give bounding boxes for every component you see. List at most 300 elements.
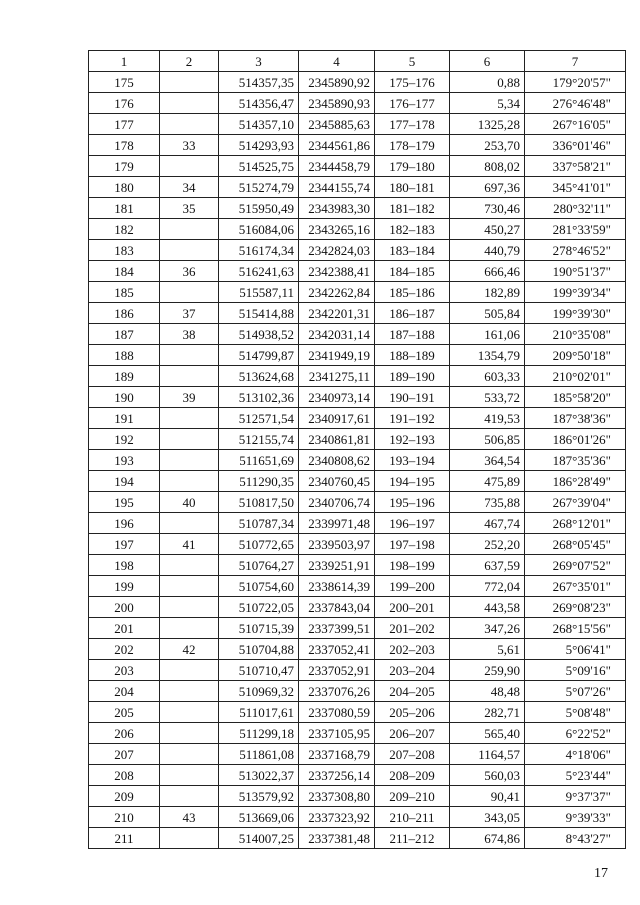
table-cell: 2337399,51 (299, 618, 375, 639)
table-cell: 2337105,95 (299, 723, 375, 744)
table-cell: 37 (160, 303, 219, 324)
table-cell: 188–189 (375, 345, 450, 366)
table-cell: 514356,47 (219, 93, 299, 114)
table-cell: 196–197 (375, 513, 450, 534)
table-cell: 513022,37 (219, 765, 299, 786)
table-cell: 2345890,92 (299, 72, 375, 93)
table-row (89, 597, 626, 618)
table-cell: 2337076,26 (299, 681, 375, 702)
column-header: 4 (299, 51, 375, 72)
table-cell: 511017,61 (219, 702, 299, 723)
table-cell: 510772,65 (219, 534, 299, 555)
table-cell: 209 (89, 786, 160, 807)
table-cell: 419,53 (450, 408, 525, 429)
table-cell: 183 (89, 240, 160, 261)
table-cell (160, 366, 219, 387)
table-cell: 198–199 (375, 555, 450, 576)
table-row (89, 828, 626, 849)
table-cell: 203 (89, 660, 160, 681)
table-cell: 2339503,97 (299, 534, 375, 555)
table-cell (160, 219, 219, 240)
coordinates-table (88, 50, 626, 849)
table-cell: 190 (89, 387, 160, 408)
table-cell: 560,03 (450, 765, 525, 786)
table-cell: 343,05 (450, 807, 525, 828)
table-cell: 5°08'48" (525, 702, 626, 723)
table-cell: 179 (89, 156, 160, 177)
table-cell: 199°39'30" (525, 303, 626, 324)
table-row (89, 513, 626, 534)
table-cell: 185–186 (375, 282, 450, 303)
table-cell (160, 702, 219, 723)
table-row (89, 219, 626, 240)
table-cell: 2340861,81 (299, 429, 375, 450)
table-cell (160, 555, 219, 576)
table-row (89, 177, 626, 198)
table-cell: 2340917,61 (299, 408, 375, 429)
table-cell: 207–208 (375, 744, 450, 765)
table-cell (160, 408, 219, 429)
table-cell: 2342031,14 (299, 324, 375, 345)
table-cell: 510764,27 (219, 555, 299, 576)
table-cell: 514799,87 (219, 345, 299, 366)
table-cell: 735,88 (450, 492, 525, 513)
table-row (89, 240, 626, 261)
table-cell: 192–193 (375, 429, 450, 450)
table-row (89, 681, 626, 702)
table-cell: 197 (89, 534, 160, 555)
table-row (89, 282, 626, 303)
table-cell: 192 (89, 429, 160, 450)
table-cell: 337°58'21" (525, 156, 626, 177)
table-cell: 36 (160, 261, 219, 282)
table-cell: 175–176 (375, 72, 450, 93)
table-row (89, 471, 626, 492)
table-row (89, 618, 626, 639)
table-cell: 512155,74 (219, 429, 299, 450)
table-cell: 2344458,79 (299, 156, 375, 177)
table-cell: 269°07'52" (525, 555, 626, 576)
table-cell: 2337256,14 (299, 765, 375, 786)
table-cell: 2337381,48 (299, 828, 375, 849)
table-cell: 205–206 (375, 702, 450, 723)
table-cell: 189 (89, 366, 160, 387)
table-cell: 210°02'01" (525, 366, 626, 387)
table-cell (160, 93, 219, 114)
table-cell: 5,61 (450, 639, 525, 660)
table-cell: 2344155,74 (299, 177, 375, 198)
table-cell: 186°01'26" (525, 429, 626, 450)
table-cell: 514525,75 (219, 156, 299, 177)
table-cell: 515950,49 (219, 198, 299, 219)
table-cell: 674,86 (450, 828, 525, 849)
table-cell (160, 114, 219, 135)
table-cell (160, 282, 219, 303)
table-cell: 209–210 (375, 786, 450, 807)
table-cell: 278°46'52" (525, 240, 626, 261)
table-cell: 2337323,92 (299, 807, 375, 828)
table-cell: 513624,68 (219, 366, 299, 387)
table-cell: 5,34 (450, 93, 525, 114)
table-cell: 9°39'33" (525, 807, 626, 828)
table-cell: 186–187 (375, 303, 450, 324)
table-row (89, 639, 626, 660)
table-cell: 191–192 (375, 408, 450, 429)
column-header: 3 (219, 51, 299, 72)
table-cell: 2337052,91 (299, 660, 375, 681)
table-cell: 200–201 (375, 597, 450, 618)
table-row (89, 429, 626, 450)
table-cell: 513669,06 (219, 807, 299, 828)
table-cell: 204 (89, 681, 160, 702)
table-cell: 5°06'41" (525, 639, 626, 660)
table-cell: 2340706,74 (299, 492, 375, 513)
table-cell: 268°12'01" (525, 513, 626, 534)
table-cell: 6°22'52" (525, 723, 626, 744)
table-cell: 196 (89, 513, 160, 534)
table-cell: 2337052,41 (299, 639, 375, 660)
table-cell: 510722,05 (219, 597, 299, 618)
table-cell: 194 (89, 471, 160, 492)
table-cell: 202 (89, 639, 160, 660)
table-cell: 510754,60 (219, 576, 299, 597)
table-cell: 513579,92 (219, 786, 299, 807)
table-cell: 197–198 (375, 534, 450, 555)
table-cell: 41 (160, 534, 219, 555)
table-cell: 90,41 (450, 786, 525, 807)
table-cell: 43 (160, 807, 219, 828)
table-cell: 730,46 (450, 198, 525, 219)
table-cell: 0,88 (450, 72, 525, 93)
table-cell (160, 576, 219, 597)
table-cell: 268°05'45" (525, 534, 626, 555)
table-row (89, 135, 626, 156)
table-cell (160, 660, 219, 681)
table-row (89, 324, 626, 345)
table-cell: 2342824,03 (299, 240, 375, 261)
table-cell: 505,84 (450, 303, 525, 324)
table-cell: 2337308,80 (299, 786, 375, 807)
table-cell: 40 (160, 492, 219, 513)
table-cell: 210 (89, 807, 160, 828)
table-cell: 475,89 (450, 471, 525, 492)
table-cell: 9°37'37" (525, 786, 626, 807)
column-header: 5 (375, 51, 450, 72)
table-cell: 510715,39 (219, 618, 299, 639)
table-cell: 203–204 (375, 660, 450, 681)
table-cell: 2339251,91 (299, 555, 375, 576)
table-cell: 38 (160, 324, 219, 345)
table-cell: 179°20'57" (525, 72, 626, 93)
table-cell: 1164,57 (450, 744, 525, 765)
table-cell: 188 (89, 345, 160, 366)
table-cell: 516084,06 (219, 219, 299, 240)
table-cell: 161,06 (450, 324, 525, 345)
table-cell: 510817,50 (219, 492, 299, 513)
table-cell: 189–190 (375, 366, 450, 387)
table-row (89, 72, 626, 93)
table-cell: 267°35'01" (525, 576, 626, 597)
table-row (89, 576, 626, 597)
table-cell: 2338614,39 (299, 576, 375, 597)
table-cell: 202–203 (375, 639, 450, 660)
table-cell: 513102,36 (219, 387, 299, 408)
table-cell: 42 (160, 639, 219, 660)
table-cell: 603,33 (450, 366, 525, 387)
table-cell: 178–179 (375, 135, 450, 156)
table-cell: 190–191 (375, 387, 450, 408)
table-row (89, 345, 626, 366)
table-cell: 2341949,19 (299, 345, 375, 366)
table-cell: 5°23'44" (525, 765, 626, 786)
table-cell: 182,89 (450, 282, 525, 303)
table-cell: 345°41'01" (525, 177, 626, 198)
table-cell: 190°51'37" (525, 261, 626, 282)
column-header: 6 (450, 51, 525, 72)
table-cell: 187–188 (375, 324, 450, 345)
table-cell: 182–183 (375, 219, 450, 240)
table-row (89, 786, 626, 807)
table-cell: 183–184 (375, 240, 450, 261)
table-cell: 364,54 (450, 450, 525, 471)
table-row (89, 492, 626, 513)
column-header: 2 (160, 51, 219, 72)
table-cell: 697,36 (450, 177, 525, 198)
table-cell (160, 597, 219, 618)
table-cell: 269°08'23" (525, 597, 626, 618)
table-row (89, 660, 626, 681)
table-cell: 2343265,16 (299, 219, 375, 240)
table-row (89, 303, 626, 324)
table-cell: 516241,63 (219, 261, 299, 282)
table-row (89, 555, 626, 576)
table-cell: 347,26 (450, 618, 525, 639)
table-cell (160, 345, 219, 366)
table-cell: 210°35'08" (525, 324, 626, 345)
table-cell: 637,59 (450, 555, 525, 576)
table-cell: 514357,10 (219, 114, 299, 135)
table-cell: 178 (89, 135, 160, 156)
table-cell: 2342388,41 (299, 261, 375, 282)
table-cell: 533,72 (450, 387, 525, 408)
table-cell: 181–182 (375, 198, 450, 219)
table-cell (160, 72, 219, 93)
table-cell: 211 (89, 828, 160, 849)
table-cell: 2340760,45 (299, 471, 375, 492)
table-cell: 210–211 (375, 807, 450, 828)
table-cell: 514007,25 (219, 828, 299, 849)
table-cell: 186°28'49" (525, 471, 626, 492)
table-cell: 211–212 (375, 828, 450, 849)
table-cell: 511861,08 (219, 744, 299, 765)
table-cell: 510704,88 (219, 639, 299, 660)
table-cell: 2337843,04 (299, 597, 375, 618)
column-header: 1 (89, 51, 160, 72)
table-row (89, 198, 626, 219)
table-row (89, 366, 626, 387)
table-row (89, 408, 626, 429)
table-cell: 209°50'18" (525, 345, 626, 366)
table-cell: 5°09'16" (525, 660, 626, 681)
table-cell: 185°58'20" (525, 387, 626, 408)
table-row (89, 114, 626, 135)
table-cell: 512571,54 (219, 408, 299, 429)
table-cell (160, 744, 219, 765)
table-cell (160, 786, 219, 807)
table-cell: 187°38'36" (525, 408, 626, 429)
table-cell: 208 (89, 765, 160, 786)
table-cell (160, 450, 219, 471)
table-cell: 186 (89, 303, 160, 324)
table-cell: 514938,52 (219, 324, 299, 345)
table-cell: 2342262,84 (299, 282, 375, 303)
table-cell: 198 (89, 555, 160, 576)
table-cell: 193–194 (375, 450, 450, 471)
table-cell: 514357,35 (219, 72, 299, 93)
table-body (89, 72, 626, 849)
table-cell (160, 765, 219, 786)
table-cell: 808,02 (450, 156, 525, 177)
table-cell: 5°07'26" (525, 681, 626, 702)
table-cell: 2342201,31 (299, 303, 375, 324)
table-cell: 195–196 (375, 492, 450, 513)
table-cell: 515414,88 (219, 303, 299, 324)
table-cell: 200 (89, 597, 160, 618)
table-cell: 2339971,48 (299, 513, 375, 534)
table-cell: 2341275,11 (299, 366, 375, 387)
table-cell: 253,70 (450, 135, 525, 156)
table-cell: 191 (89, 408, 160, 429)
table-cell: 185 (89, 282, 160, 303)
table-cell: 179–180 (375, 156, 450, 177)
table-cell: 267°16'05" (525, 114, 626, 135)
table-row (89, 387, 626, 408)
table-cell: 2344561,86 (299, 135, 375, 156)
table-cell: 516174,34 (219, 240, 299, 261)
table-cell: 1354,79 (450, 345, 525, 366)
table-cell: 268°15'56" (525, 618, 626, 639)
table-cell: 440,79 (450, 240, 525, 261)
table-cell: 199–200 (375, 576, 450, 597)
table-row (89, 807, 626, 828)
table-cell: 276°46'48" (525, 93, 626, 114)
table-cell: 1325,28 (450, 114, 525, 135)
table-cell: 511651,69 (219, 450, 299, 471)
page-number: 17 (594, 866, 608, 881)
table-cell (160, 618, 219, 639)
table-cell: 182 (89, 219, 160, 240)
table-cell: 176 (89, 93, 160, 114)
table-cell: 176–177 (375, 93, 450, 114)
table-cell: 506,85 (450, 429, 525, 450)
table-cell: 515587,11 (219, 282, 299, 303)
table-cell (160, 513, 219, 534)
table-cell: 515274,79 (219, 177, 299, 198)
table-cell: 281°33'59" (525, 219, 626, 240)
table-cell: 511299,18 (219, 723, 299, 744)
table-cell: 514293,93 (219, 135, 299, 156)
table-cell: 2340808,62 (299, 450, 375, 471)
table-cell (160, 240, 219, 261)
table-cell: 177 (89, 114, 160, 135)
table-row (89, 723, 626, 744)
table-cell: 193 (89, 450, 160, 471)
column-header: 7 (525, 51, 626, 72)
table-cell (160, 828, 219, 849)
table-cell: 2337080,59 (299, 702, 375, 723)
table-cell (160, 723, 219, 744)
table-row (89, 450, 626, 471)
table-row (89, 156, 626, 177)
table-row (89, 93, 626, 114)
table-cell (160, 429, 219, 450)
table-cell: 772,04 (450, 576, 525, 597)
table-cell: 2340973,14 (299, 387, 375, 408)
table-cell: 8°43'27" (525, 828, 626, 849)
table-cell: 187 (89, 324, 160, 345)
table-cell: 34 (160, 177, 219, 198)
table-cell: 336°01'46" (525, 135, 626, 156)
table-cell: 565,40 (450, 723, 525, 744)
table-cell: 207 (89, 744, 160, 765)
table-cell: 177–178 (375, 114, 450, 135)
table-cell: 201 (89, 618, 160, 639)
table-row (89, 702, 626, 723)
table-cell: 184–185 (375, 261, 450, 282)
table-row (89, 744, 626, 765)
table-row (89, 534, 626, 555)
table-row (89, 765, 626, 786)
table-cell: 201–202 (375, 618, 450, 639)
table-cell: 181 (89, 198, 160, 219)
table-cell: 443,58 (450, 597, 525, 618)
table-cell: 199°39'34" (525, 282, 626, 303)
table-cell: 205 (89, 702, 160, 723)
table-cell: 2345890,93 (299, 93, 375, 114)
table-header-row (89, 51, 626, 72)
table-cell: 510787,34 (219, 513, 299, 534)
table-cell: 280°32'11" (525, 198, 626, 219)
table-cell: 180–181 (375, 177, 450, 198)
table-cell: 510710,47 (219, 660, 299, 681)
table-cell: 450,27 (450, 219, 525, 240)
table-cell: 175 (89, 72, 160, 93)
table-cell: 180 (89, 177, 160, 198)
table-cell: 39 (160, 387, 219, 408)
table-row (89, 261, 626, 282)
table-cell: 510969,32 (219, 681, 299, 702)
table-cell (160, 156, 219, 177)
table-cell (160, 471, 219, 492)
table-cell: 252,20 (450, 534, 525, 555)
table-cell: 2343983,30 (299, 198, 375, 219)
table-cell: 511290,35 (219, 471, 299, 492)
table-cell: 184 (89, 261, 160, 282)
table-cell: 467,74 (450, 513, 525, 534)
table-cell: 259,90 (450, 660, 525, 681)
table-cell: 2337168,79 (299, 744, 375, 765)
table-cell: 48,48 (450, 681, 525, 702)
table-cell: 208–209 (375, 765, 450, 786)
table-cell: 206 (89, 723, 160, 744)
table-cell: 282,71 (450, 702, 525, 723)
table-cell: 199 (89, 576, 160, 597)
table-cell: 204–205 (375, 681, 450, 702)
table-cell: 206–207 (375, 723, 450, 744)
table-cell: 4°18'06" (525, 744, 626, 765)
table-cell: 666,46 (450, 261, 525, 282)
table-cell: 195 (89, 492, 160, 513)
